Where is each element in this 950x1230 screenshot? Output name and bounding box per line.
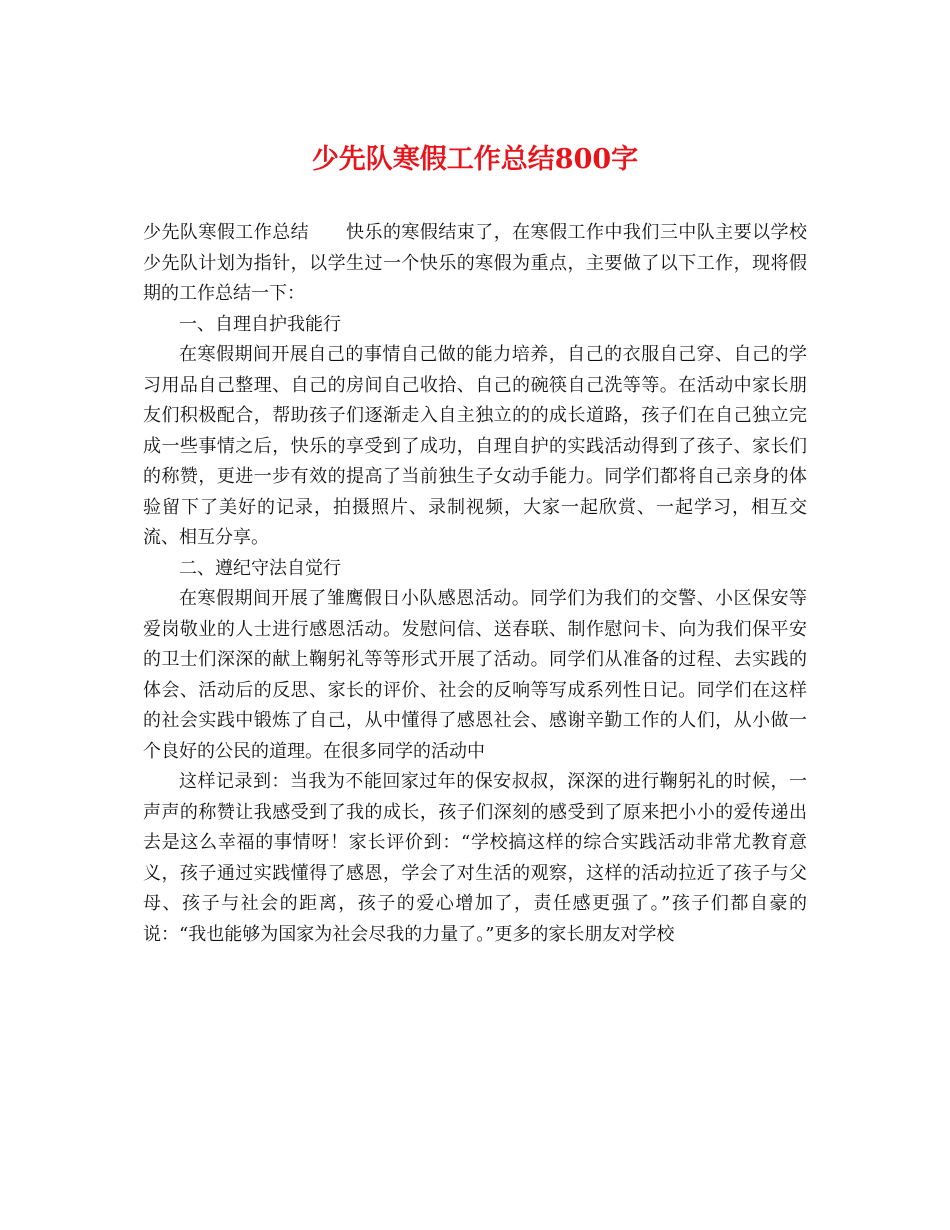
- document-body: [143, 218, 807, 950]
- section2-heading: 二、遵纪守法自觉行: [179, 557, 341, 579]
- section2-continued-paragraph: 这样记录到：当我为不能回家过年的保安叔叔，深深的进行鞠躬礼的时候，一声声的称赞让我感受到了我的成长，孩子们深刻的感受到了原来把小小的爱传递出去是这么幸福的事情呀！家长评价到：“学校搞这样的综合实践活动非常尤教育意义，孩子通过实践懂得了感恩，学会了对生活的观察，这样的活动拉近了孩子与父母、孩子与社会的距离，孩子的爱心增加了，责任感更强了。”孩子们都自豪的说：“我也能够为国家为社会尽我的力量了。”更多的家长朋友对学校: [143, 771, 807, 945]
- document-title: 少先队寒假工作总结800字: [311, 144, 639, 175]
- intro-text: 快乐的寒假结束了，在寒假工作中我们三中队主要以学校少先队计划为指针，以学生过一个快乐的寒假为重点，主要做了以下工作，现将假期的工作总结一下：: [143, 222, 808, 304]
- section2-paragraph: 在寒假期间开展了雏鹰假日小队感恩活动。同学们为我们的交警、小区保安等爱岗敬业的人士进行感恩活动。发慰问信、送春联、制作慰问卡、向为我们保平安的卫士们深深的献上鞠躬礼等等形式开展了活动。同学们从准备的过程、去实践的体会、活动后的反思、家长的评价、社会的反响等写成系列性日记。同学们在这样的社会实践中锻炼了自己，从中懂得了感恩社会、感谢辛勤工作的人们，从小做一个良好的公民的道理。在很多同学的活动中: [143, 588, 807, 762]
- intro-paragraph: [143, 218, 807, 310]
- intro-heading: 少先队寒假工作总结: [143, 222, 310, 243]
- section1-paragraph: 在寒假期间开展自己的事情自己做的能力培养，自己的衣服自己穿、自己的学习用品自己整理、自己的房间自己收拾、自己的碗筷自己洗等等。在活动中家长朋友们积极配合，帮助孩子们逐渐走入自主独立的的成长道路，孩子们在自己独立完成一些事情之后，快乐的享受到了成功，自理自护的实践活动得到了孩子、家长们的称赞，更进一步有效的提高了当前独生子女动手能力。同学们都将自己亲身的体验留下了美好的记录，拍摄照片、录制视频，大家一起欣赏、一起学习，相互交流、相互分享。: [143, 344, 807, 548]
- section1-heading: 一、自理自护我能行: [179, 313, 341, 335]
